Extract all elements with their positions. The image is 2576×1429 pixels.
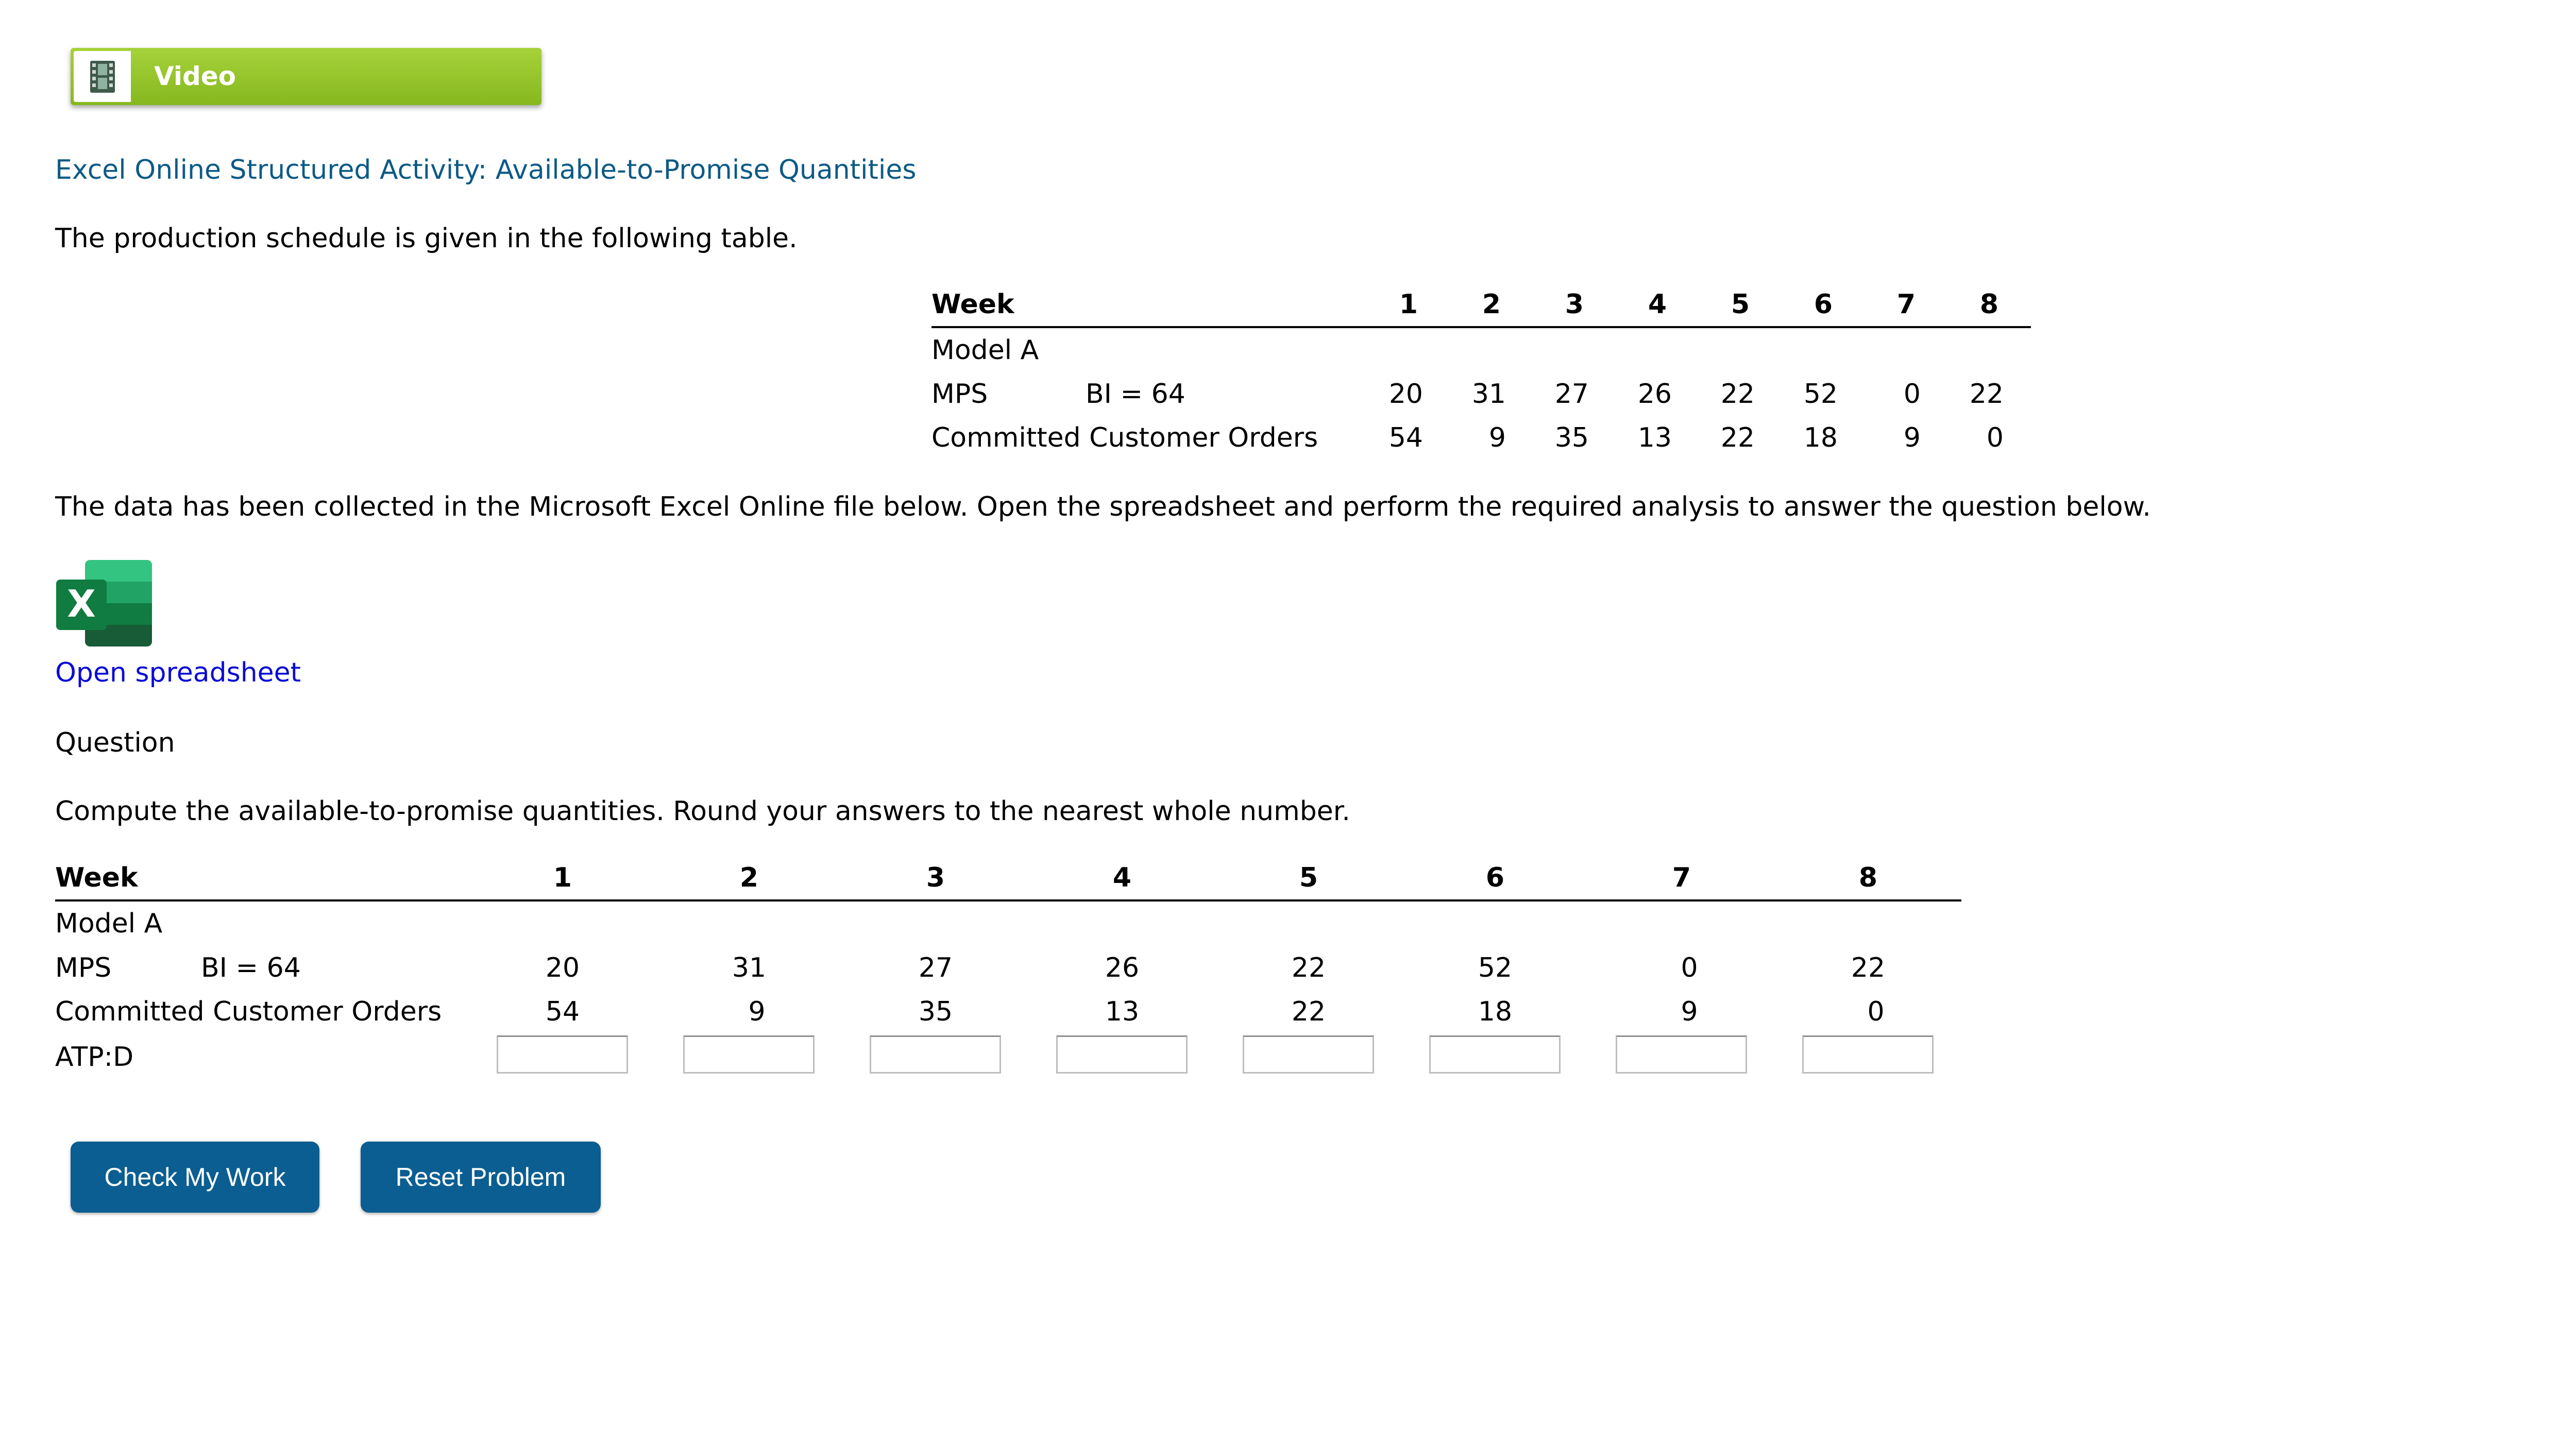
answer-orders-label: Committed Customer Orders bbox=[55, 996, 442, 1027]
schedule-week-1: 1 bbox=[1399, 289, 1418, 320]
open-spreadsheet-link[interactable]: Open spreadsheet bbox=[55, 657, 301, 688]
schedule-week-2: 2 bbox=[1482, 289, 1501, 320]
schedule-orders-8: 0 bbox=[1986, 422, 2004, 453]
answer-week-5: 5 bbox=[1299, 862, 1318, 893]
schedule-orders-2: 9 bbox=[1488, 422, 1506, 453]
schedule-week-4: 4 bbox=[1648, 289, 1667, 320]
schedule-mps-2: 31 bbox=[1471, 379, 1506, 410]
answer-week-1: 1 bbox=[553, 862, 572, 893]
atp-input-week-3[interactable] bbox=[870, 1035, 1001, 1074]
compute-instructions: Compute the available-to-promise quantities. Round your answers to the nearest whole number. bbox=[55, 796, 1350, 827]
answer-week-3: 3 bbox=[926, 862, 945, 893]
answer-mps-7: 0 bbox=[1681, 952, 1698, 983]
schedule-week-7: 7 bbox=[1896, 289, 1916, 320]
answer-orders-7: 9 bbox=[1681, 996, 1698, 1027]
schedule-mps-1: 20 bbox=[1388, 379, 1423, 410]
activity-title: Excel Online Structured Activity: Available-to-Promise Quantities bbox=[55, 155, 917, 185]
schedule-mps-label: MPS bbox=[931, 379, 988, 410]
atp-input-week-6[interactable] bbox=[1429, 1035, 1561, 1074]
answer-week-7: 7 bbox=[1672, 862, 1691, 893]
video-button[interactable] bbox=[71, 48, 541, 105]
video-label: Video bbox=[154, 61, 236, 91]
answer-orders-5: 22 bbox=[1291, 996, 1326, 1027]
schedule-mps-6: 52 bbox=[1803, 379, 1838, 410]
answer-orders-3: 35 bbox=[918, 996, 953, 1027]
schedule-week-3: 3 bbox=[1565, 289, 1584, 320]
schedule-model-label: Model A bbox=[931, 335, 1039, 366]
schedule-orders-7: 9 bbox=[1903, 422, 1921, 453]
schedule-orders-label: Committed Customer Orders bbox=[931, 422, 1318, 453]
answer-orders-2: 9 bbox=[748, 996, 766, 1027]
answer-week-6: 6 bbox=[1485, 862, 1505, 893]
atp-input-week-1[interactable] bbox=[497, 1035, 628, 1074]
reset-problem-button[interactable]: Reset Problem bbox=[361, 1142, 601, 1213]
answer-week-4: 4 bbox=[1112, 862, 1132, 893]
answer-orders-6: 18 bbox=[1478, 996, 1513, 1027]
answer-header-week: Week bbox=[55, 862, 138, 893]
schedule-mps-3: 27 bbox=[1554, 379, 1589, 410]
intro-text: The production schedule is given in the following table. bbox=[55, 223, 798, 254]
answer-mps-6: 52 bbox=[1478, 952, 1513, 983]
schedule-mps-7: 0 bbox=[1903, 379, 1921, 410]
schedule-orders-5: 22 bbox=[1720, 422, 1755, 453]
schedule-week-5: 5 bbox=[1731, 289, 1750, 320]
data-note: The data has been collected in the Microsoft Excel Online file below. Open the spreadsheet and perform the required analysis to answer the question below. bbox=[55, 491, 2151, 522]
schedule-orders-4: 13 bbox=[1637, 422, 1672, 453]
answer-week-8: 8 bbox=[1858, 862, 1878, 893]
atp-input-week-7[interactable] bbox=[1616, 1035, 1747, 1074]
schedule-mps-4: 26 bbox=[1637, 379, 1672, 410]
answer-orders-8: 0 bbox=[1867, 996, 1885, 1027]
schedule-header-rule bbox=[931, 326, 2031, 328]
answer-header-rule bbox=[55, 899, 1961, 901]
check-my-work-button[interactable]: Check My Work bbox=[71, 1142, 319, 1213]
film-icon bbox=[74, 51, 131, 102]
atp-input-week-5[interactable] bbox=[1243, 1035, 1374, 1074]
answer-mps-1: 20 bbox=[545, 952, 580, 983]
atp-label: ATP:D bbox=[55, 1042, 134, 1073]
answer-mps-2: 31 bbox=[732, 952, 767, 983]
answer-mps-label: MPS bbox=[55, 952, 112, 983]
answer-mps-4: 26 bbox=[1105, 952, 1140, 983]
schedule-orders-3: 35 bbox=[1554, 422, 1589, 453]
atp-input-week-4[interactable] bbox=[1056, 1035, 1188, 1074]
schedule-bi-label: BI = 64 bbox=[1086, 379, 1185, 410]
schedule-orders-1: 54 bbox=[1388, 422, 1423, 453]
answer-model-label: Model A bbox=[55, 908, 163, 939]
answer-mps-8: 22 bbox=[1851, 952, 1886, 983]
schedule-mps-8: 22 bbox=[1969, 379, 2004, 410]
answer-orders-1: 54 bbox=[545, 996, 580, 1027]
schedule-header-week: Week bbox=[931, 289, 1014, 320]
svg-text:X: X bbox=[67, 582, 96, 625]
answer-mps-5: 22 bbox=[1291, 952, 1326, 983]
schedule-week-8: 8 bbox=[1979, 289, 1998, 320]
schedule-orders-6: 18 bbox=[1803, 422, 1838, 453]
answer-bi-label: BI = 64 bbox=[201, 952, 301, 983]
atp-input-week-8[interactable] bbox=[1802, 1035, 1934, 1074]
answer-mps-3: 27 bbox=[918, 952, 953, 983]
schedule-week-6: 6 bbox=[1814, 289, 1833, 320]
schedule-mps-5: 22 bbox=[1720, 379, 1755, 410]
question-label: Question bbox=[55, 727, 175, 758]
answer-orders-4: 13 bbox=[1105, 996, 1140, 1027]
excel-icon[interactable] bbox=[55, 559, 153, 648]
atp-input-week-2[interactable] bbox=[683, 1035, 815, 1074]
answer-week-2: 2 bbox=[739, 862, 759, 893]
